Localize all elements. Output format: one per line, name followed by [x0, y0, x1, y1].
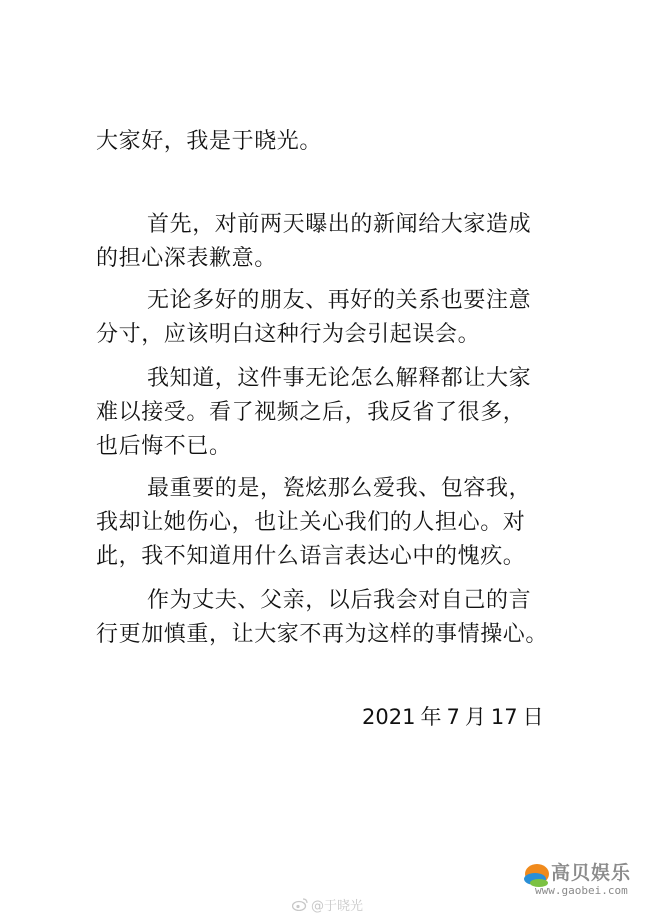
date-month: 7	[446, 705, 460, 729]
paragraph-1-line-2: 的担心深表歉意。	[96, 246, 277, 271]
paragraph-2-line-1: 无论多好的朋友、再好的关系也要注意	[147, 288, 532, 313]
weibo-icon	[292, 897, 308, 911]
paragraph-3-line-3: 也后悔不已。	[96, 434, 232, 459]
weibo-handle-watermark: @于晓光	[311, 899, 364, 914]
site-name-watermark: 高贝娱乐	[551, 862, 632, 884]
paragraph-4-line-3: 此，我不知道用什么语言表达心中的愧疚。	[96, 544, 526, 569]
site-url-watermark: www.gaobei.com	[535, 884, 628, 897]
paragraph-4-line-1: 最重要的是，瓷炫那么爱我、包容我，	[147, 476, 532, 501]
date-year-unit: 年	[420, 705, 442, 729]
paragraph-4-line-2: 我却让她伤心，也让关心我们的人担心。对	[96, 510, 526, 535]
paragraph-5-line-1: 作为丈夫、父亲，以后我会对自己的言	[147, 588, 532, 613]
letter-date	[362, 702, 544, 732]
paragraph-3-line-2: 难以接受。看了视频之后，我反省了很多，	[96, 400, 526, 425]
paragraph-5-line-2: 行更加慎重，让大家不再为这样的事情操心。	[96, 622, 549, 647]
date-day: 17	[490, 705, 518, 729]
paragraph-2-line-2: 分寸，应该明白这种行为会引起误会。	[96, 322, 481, 347]
paragraph-1-line-1: 首先，对前两天曝出的新闻给大家造成	[147, 212, 532, 237]
greeting: 大家好，我是于晓光。	[96, 129, 323, 154]
paragraph-3-line-1: 我知道，这件事无论怎么解释都让大家	[147, 366, 532, 391]
date-month-unit: 月	[464, 705, 486, 729]
date-year: 2021	[362, 705, 416, 729]
date-day-unit: 日	[522, 705, 544, 729]
